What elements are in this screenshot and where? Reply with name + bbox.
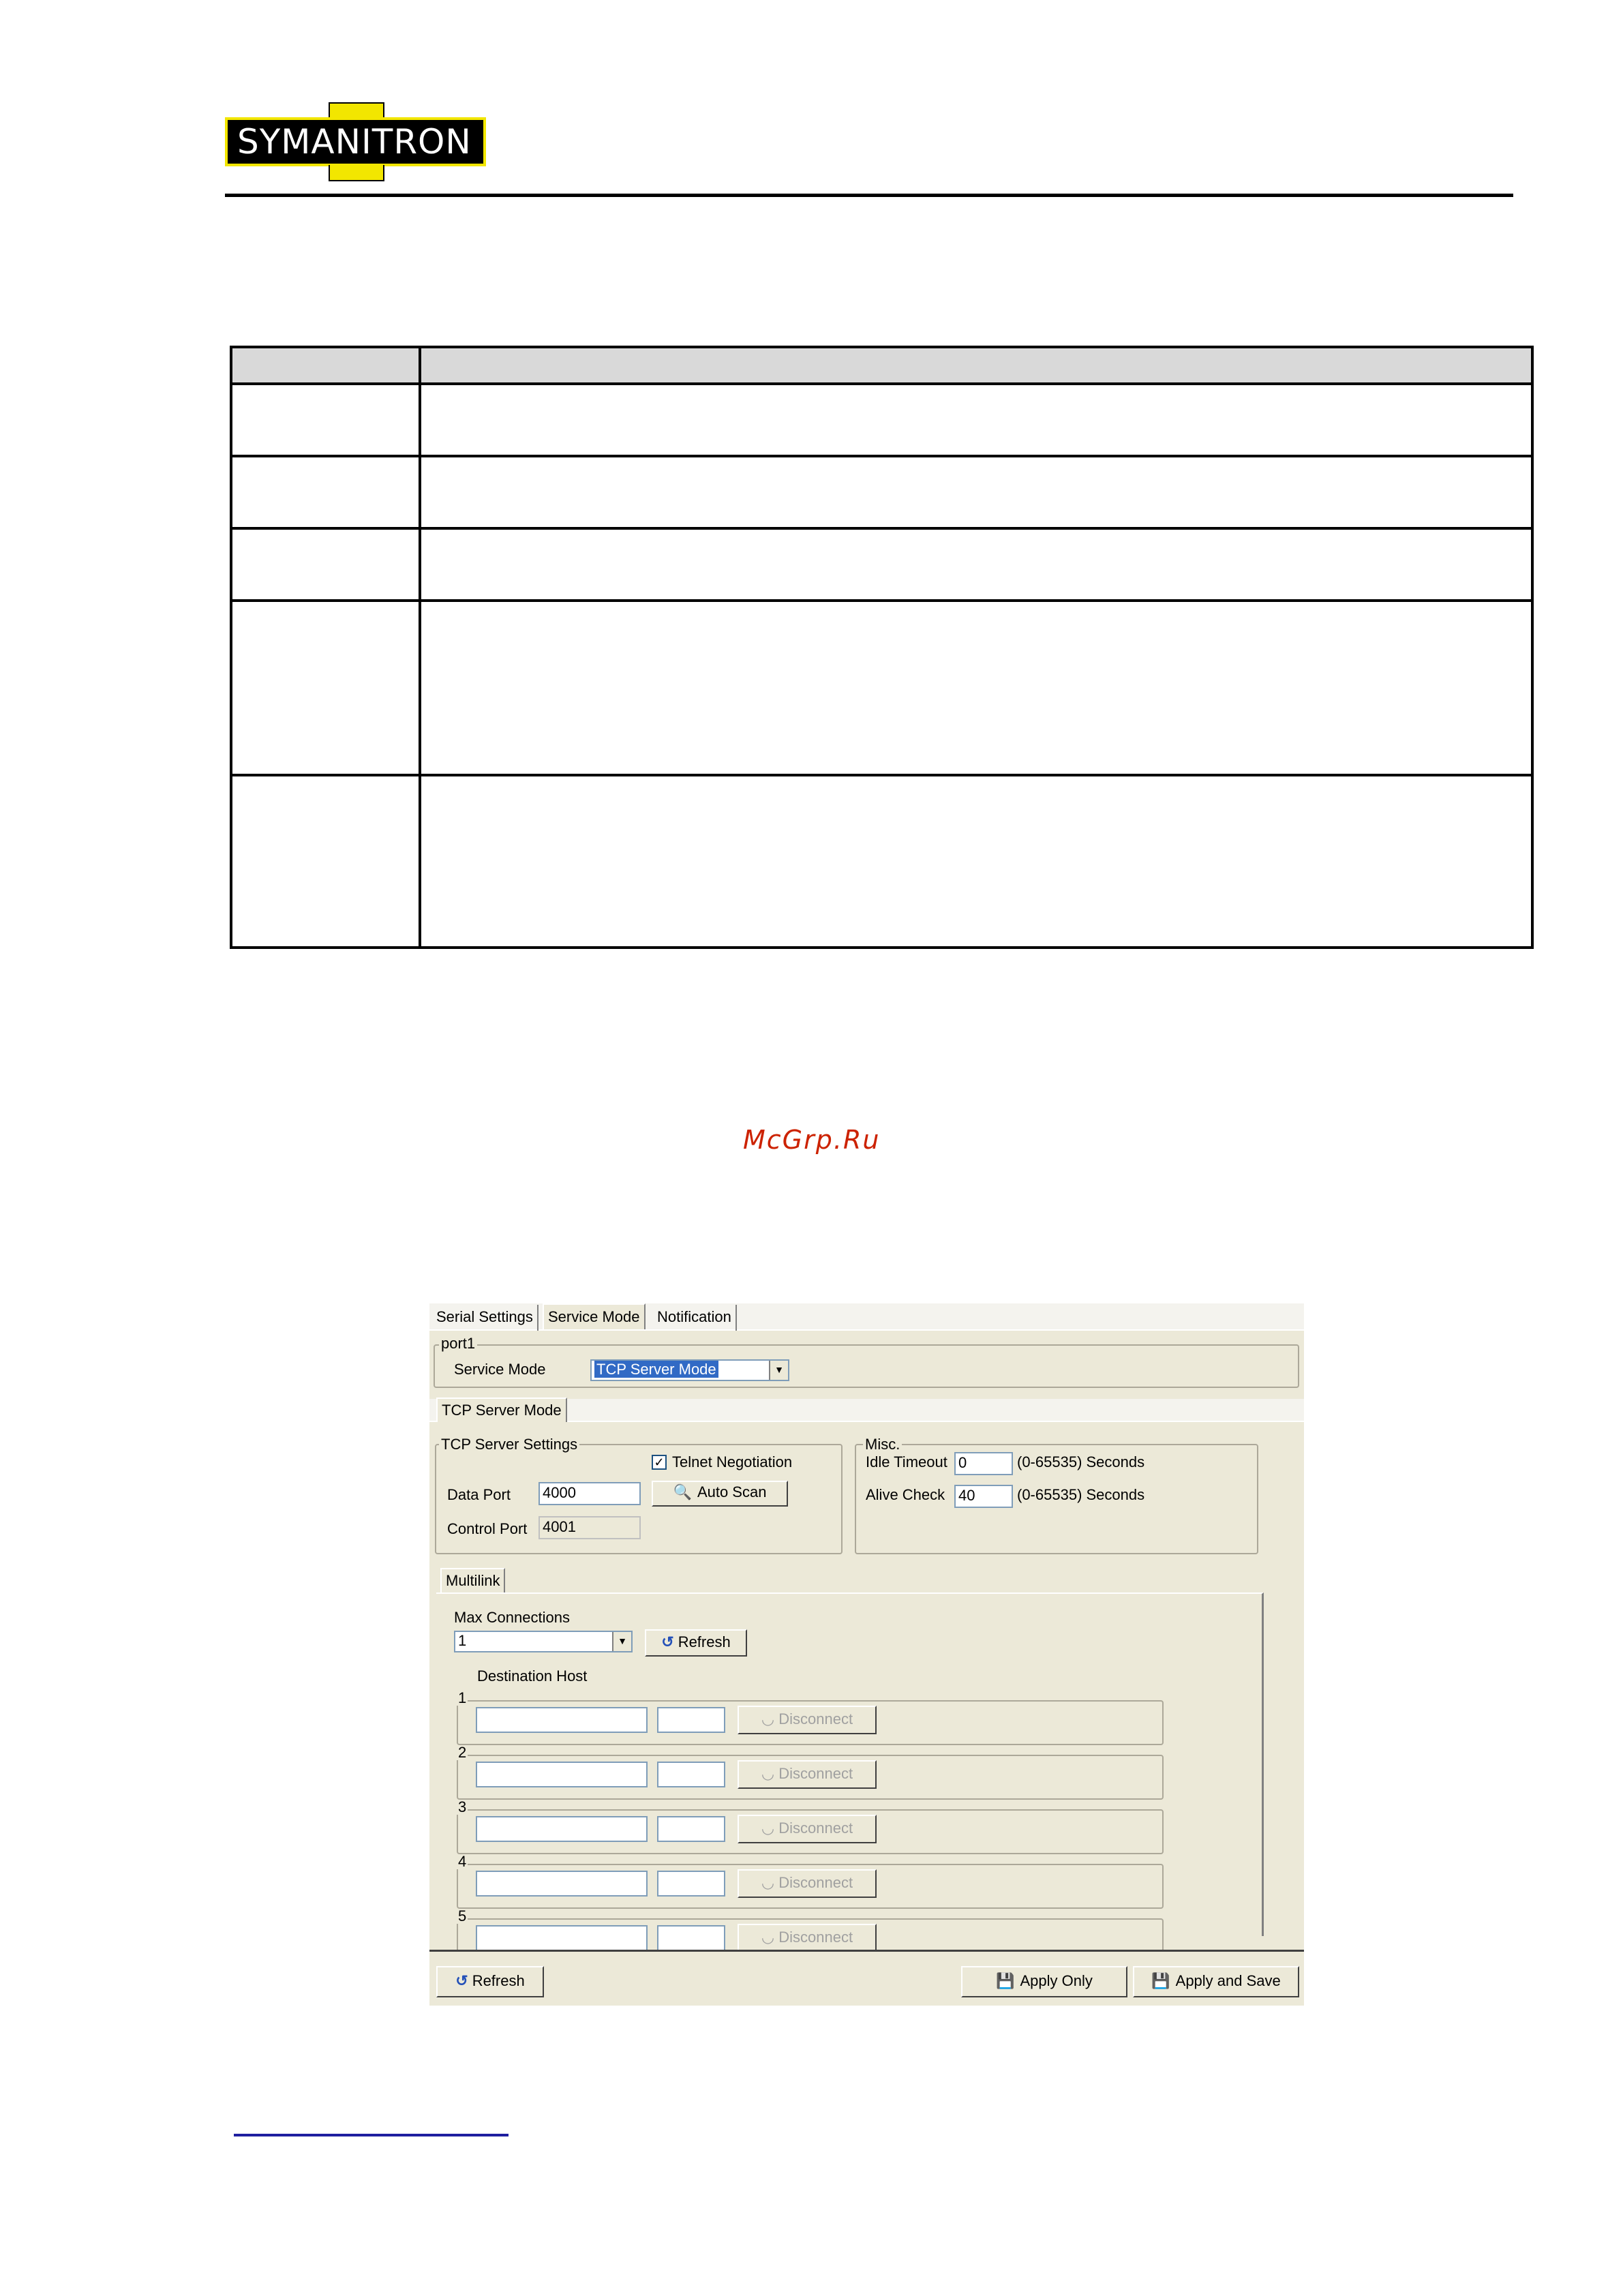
control-port-label: Control Port xyxy=(447,1520,528,1537)
disconnect-icon: ◡ xyxy=(761,1929,779,1946)
magnifier-icon: 🔍 xyxy=(673,1483,692,1500)
table-row xyxy=(232,457,1531,530)
description-table xyxy=(230,346,1534,949)
max-connections-label: Max Connections xyxy=(454,1609,570,1626)
table-row xyxy=(232,776,1531,949)
disconnect-button[interactable] xyxy=(738,1924,877,1952)
telnet-checkbox[interactable]: ✓ xyxy=(652,1455,667,1470)
tab-multilink[interactable]: Multilink xyxy=(440,1568,505,1592)
table-row xyxy=(232,530,1531,602)
refresh-icon: ↺ xyxy=(661,1633,674,1650)
host-port-input[interactable] xyxy=(657,1925,725,1951)
host-port-input[interactable] xyxy=(657,1871,725,1897)
idle-timeout-unit: (0-65535) Seconds xyxy=(1017,1453,1145,1470)
host-address-input[interactable] xyxy=(476,1762,648,1787)
disconnect-button[interactable] xyxy=(738,1706,877,1734)
host-number: 3 xyxy=(458,1798,467,1815)
chevron-down-icon[interactable]: ▼ xyxy=(769,1361,788,1380)
port-group xyxy=(434,1344,1299,1388)
service-mode-label: Service Mode xyxy=(454,1361,546,1378)
disconnect-button[interactable] xyxy=(738,1760,877,1789)
multilink-refresh-button[interactable] xyxy=(645,1629,747,1657)
watermark: McGrp.Ru xyxy=(743,1125,881,1155)
alive-check-unit: (0-65535) Seconds xyxy=(1017,1486,1145,1503)
disconnect-label: Disconnect xyxy=(778,1765,853,1782)
disconnect-button[interactable] xyxy=(738,1815,877,1843)
host-address-input[interactable] xyxy=(476,1871,648,1897)
apply-save-label: Apply and Save xyxy=(1175,1972,1281,1989)
host-address-input[interactable] xyxy=(476,1707,648,1733)
destination-host-row xyxy=(457,1689,1164,1745)
disconnect-icon: ◡ xyxy=(761,1710,779,1727)
host-number: 5 xyxy=(458,1907,467,1924)
tab-serial-settings[interactable]: Serial Settings xyxy=(432,1305,539,1331)
table-row xyxy=(232,602,1531,776)
port-group-label: port1 xyxy=(439,1336,477,1351)
alive-check-input[interactable]: 40 xyxy=(954,1485,1013,1508)
control-port-value: 4001 xyxy=(539,1516,641,1539)
disk-save-icon: 💾 xyxy=(1151,1972,1170,1989)
table-header-row xyxy=(232,348,1531,385)
max-connections-value: 1 xyxy=(458,1632,467,1649)
max-connections-select[interactable] xyxy=(454,1631,633,1652)
logo-text: SYMANITRON xyxy=(237,122,472,162)
idle-timeout-label: Idle Timeout xyxy=(866,1453,947,1470)
tcp-server-settings-label: TCP Server Settings xyxy=(439,1437,579,1452)
refresh-icon: ↺ xyxy=(455,1972,468,1989)
service-mode-value: TCP Server Mode xyxy=(594,1361,718,1378)
disconnect-icon: ◡ xyxy=(761,1819,779,1837)
auto-scan-button[interactable] xyxy=(652,1481,788,1507)
service-mode-select[interactable] xyxy=(590,1359,789,1381)
logo-bar-top xyxy=(329,102,384,119)
host-address-input[interactable] xyxy=(476,1816,648,1842)
host-number: 2 xyxy=(458,1744,467,1761)
disconnect-label: Disconnect xyxy=(778,1874,853,1891)
idle-timeout-input[interactable]: 0 xyxy=(954,1452,1013,1475)
tab-service-mode[interactable]: Service Mode xyxy=(543,1303,646,1329)
data-port-input[interactable]: 4000 xyxy=(539,1482,641,1505)
table-row xyxy=(232,385,1531,457)
misc-label: Misc. xyxy=(863,1437,902,1452)
data-port-label: Data Port xyxy=(447,1486,511,1503)
apply-save-button[interactable] xyxy=(1133,1966,1299,1997)
disconnect-label: Disconnect xyxy=(778,1929,853,1946)
logo-bar-bottom xyxy=(329,165,384,181)
auto-scan-label: Auto Scan xyxy=(697,1483,767,1500)
disconnect-label: Disconnect xyxy=(778,1710,853,1727)
tab-tcp-server-mode[interactable]: TCP Server Mode xyxy=(436,1398,567,1422)
host-port-input[interactable] xyxy=(657,1762,725,1787)
host-port-input[interactable] xyxy=(657,1816,725,1842)
host-number: 4 xyxy=(458,1853,467,1870)
disconnect-button[interactable] xyxy=(738,1869,877,1898)
host-number: 1 xyxy=(458,1689,467,1706)
chevron-down-icon[interactable]: ▼ xyxy=(612,1632,631,1651)
header-rule xyxy=(225,194,1513,197)
destination-host-row xyxy=(457,1744,1164,1800)
destination-host-row xyxy=(457,1853,1164,1909)
destination-host-row xyxy=(457,1798,1164,1854)
host-port-input[interactable] xyxy=(657,1707,725,1733)
multilink-refresh-label: Refresh xyxy=(678,1633,731,1650)
footer-refresh-label: Refresh xyxy=(472,1972,525,1989)
destination-host-label: Destination Host xyxy=(477,1667,588,1685)
service-mode-screenshot xyxy=(429,1303,1304,2006)
tab-notification[interactable]: Notification xyxy=(653,1305,737,1331)
symanitron-logo xyxy=(225,102,486,181)
footer-rule xyxy=(234,2134,509,2136)
apply-only-label: Apply Only xyxy=(1020,1972,1093,1989)
disconnect-label: Disconnect xyxy=(778,1819,853,1837)
disk-icon: 💾 xyxy=(996,1972,1015,1989)
table-column-divider xyxy=(419,348,421,946)
telnet-label: Telnet Negotiation xyxy=(672,1453,793,1470)
apply-only-button[interactable] xyxy=(961,1966,1127,1997)
disconnect-icon: ◡ xyxy=(761,1765,779,1782)
alive-check-label: Alive Check xyxy=(866,1486,945,1503)
host-address-input[interactable] xyxy=(476,1925,648,1951)
disconnect-icon: ◡ xyxy=(761,1874,779,1891)
footer-refresh-button[interactable] xyxy=(436,1966,544,1997)
